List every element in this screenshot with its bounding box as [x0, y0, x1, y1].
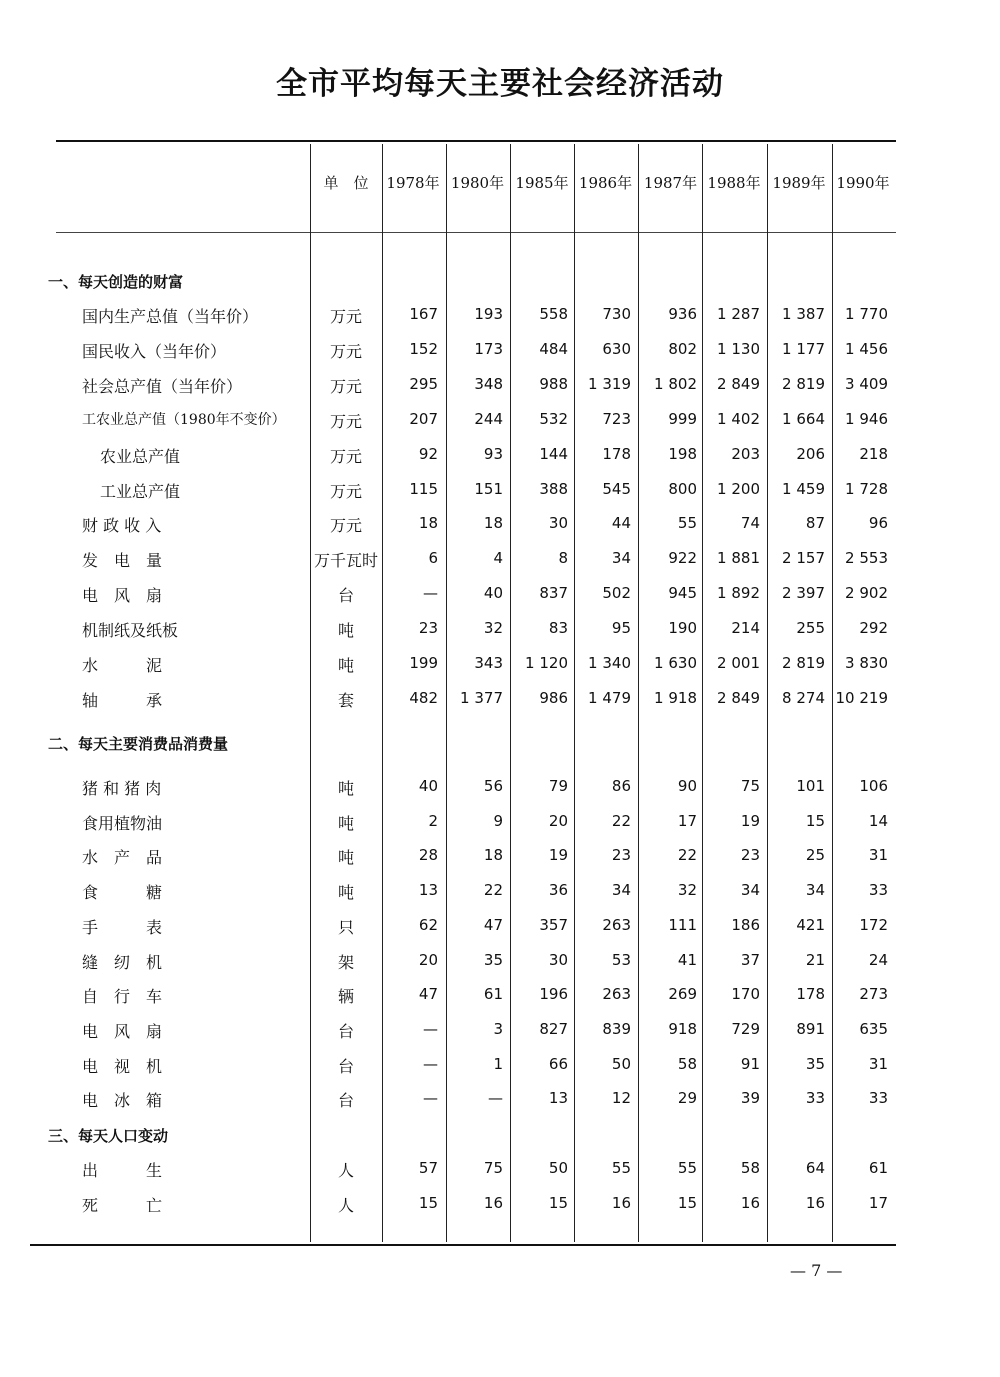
row-label: 水 泥	[82, 656, 163, 675]
table-cell: 730	[602, 305, 631, 323]
table-cell: 292	[859, 619, 888, 637]
table-cell: 1 459	[782, 480, 825, 498]
table-cell: 23	[611, 846, 631, 864]
table-cell: 92	[418, 445, 438, 463]
table-cell: 802	[668, 340, 697, 358]
table-cell: 545	[602, 480, 631, 498]
row-unit: 台	[337, 1091, 354, 1110]
table-cell: 62	[418, 916, 438, 934]
table-cell: 35	[805, 1055, 825, 1073]
row-label: 电 风 扇	[82, 1022, 163, 1041]
section-heading: 三、每天人口变动	[48, 1127, 169, 1145]
table-cell: 18	[418, 514, 438, 532]
table-cell: 198	[668, 445, 697, 463]
table-cell: 348	[474, 375, 503, 393]
row-label: 缝 纫 机	[82, 953, 163, 972]
table-cell: 199	[409, 654, 438, 672]
table-cell: 167	[409, 305, 438, 323]
table-cell: 34	[805, 881, 825, 899]
table-cell: 93	[483, 445, 503, 463]
table-cell: 2 553	[845, 549, 888, 567]
table-cell: 115	[409, 480, 438, 498]
table-cell: 1 387	[782, 305, 825, 323]
table-cell: 421	[796, 916, 825, 934]
table-cell: 635	[859, 1020, 888, 1038]
table-cell: 87	[805, 514, 825, 532]
table-cell: 1 892	[717, 584, 760, 602]
table-cell: 15	[418, 1194, 438, 1212]
table-cell: 83	[548, 619, 568, 637]
row-unit: 只	[337, 918, 354, 937]
table-cell: 16	[611, 1194, 631, 1212]
row-unit: 万元	[329, 412, 362, 431]
table-cell: 30	[548, 514, 568, 532]
table-cell: 37	[740, 951, 760, 969]
table-cell: 1 377	[460, 689, 503, 707]
header-year: 1988年	[707, 174, 761, 192]
table-cell: 2 397	[782, 584, 825, 602]
table-cell: 14	[868, 812, 888, 830]
table-cell: 2 819	[782, 375, 825, 393]
bottom-rule	[30, 1244, 896, 1246]
table-cell: 1 770	[845, 305, 888, 323]
table-cell: 295	[409, 375, 438, 393]
table-cell: 3 409	[845, 375, 888, 393]
table-cell: 532	[539, 410, 568, 428]
table-cell: 988	[539, 375, 568, 393]
table-cell: 839	[602, 1020, 631, 1038]
table-cell: —	[423, 584, 438, 602]
header-year: 1978年	[386, 174, 440, 192]
table-cell: 10 219	[835, 689, 888, 707]
table-cell: 79	[548, 777, 568, 795]
section-heading: 一、每天创造的财富	[48, 273, 184, 291]
table-cell: 17	[868, 1194, 888, 1212]
table-cell: 40	[483, 584, 503, 602]
table-cell: 206	[796, 445, 825, 463]
table-cell: 172	[859, 916, 888, 934]
table-cell: 34	[740, 881, 760, 899]
row-label: 死 亡	[82, 1196, 163, 1215]
table-cell: 24	[868, 951, 888, 969]
table-cell: 50	[611, 1055, 631, 1073]
table-cell: 3 830	[845, 654, 888, 672]
table-cell: 1 456	[845, 340, 888, 358]
table-cell: 2 819	[782, 654, 825, 672]
table-cell: 630	[602, 340, 631, 358]
row-label: 工业总产值	[100, 482, 181, 501]
table-cell: 170	[731, 985, 760, 1003]
table-cell: 33	[868, 881, 888, 899]
table-cell: —	[423, 1020, 438, 1038]
header-year: 1990年	[836, 174, 890, 192]
section-heading: 二、每天主要消费品消费量	[48, 735, 229, 753]
table-cell: 203	[731, 445, 760, 463]
table-cell: 999	[668, 410, 697, 428]
table-cell: 16	[805, 1194, 825, 1212]
table-cell: 75	[483, 1159, 503, 1177]
table-cell: 16	[740, 1194, 760, 1212]
table-cell: 357	[539, 916, 568, 934]
top-rule	[56, 140, 896, 142]
table-cell: 25	[805, 846, 825, 864]
table-cell: 558	[539, 305, 568, 323]
table-cell: 1 630	[654, 654, 697, 672]
row-unit: 吨	[337, 621, 354, 640]
row-label: 水 产 品	[82, 848, 163, 867]
header-year: 1989年	[772, 174, 826, 192]
table-cell: 95	[611, 619, 631, 637]
table-cell: 22	[611, 812, 631, 830]
row-unit: 架	[337, 953, 354, 972]
table-cell: 44	[611, 514, 631, 532]
table-cell: 19	[740, 812, 760, 830]
row-label: 机制纸及纸板	[82, 621, 179, 640]
table-cell: 41	[677, 951, 697, 969]
table-cell: 1 881	[717, 549, 760, 567]
table-cell: 18	[483, 846, 503, 864]
table-cell: 57	[418, 1159, 438, 1177]
table-cell: 55	[611, 1159, 631, 1177]
table-cell: 2 902	[845, 584, 888, 602]
header-year: 1986年	[578, 174, 633, 192]
table-cell: 86	[611, 777, 631, 795]
table-cell: 144	[539, 445, 568, 463]
row-label: 轴 承	[82, 691, 163, 710]
table-cell: 263	[602, 916, 631, 934]
table-cell: 34	[611, 881, 631, 899]
row-label: 手 表	[82, 918, 163, 937]
row-label: 国内生产总值（当年价）	[82, 307, 259, 326]
table-cell: 50	[548, 1159, 568, 1177]
row-unit: 万元	[329, 307, 362, 326]
table-cell: 918	[668, 1020, 697, 1038]
table-cell: 178	[602, 445, 631, 463]
table-cell: 3	[493, 1020, 503, 1038]
table-cell: 47	[483, 916, 503, 934]
table-cell: 19	[548, 846, 568, 864]
table-cell: 178	[796, 985, 825, 1003]
table-cell: 58	[740, 1159, 760, 1177]
table-cell: 23	[418, 619, 438, 637]
table-cell: 2	[428, 812, 438, 830]
table-cell: 1 319	[588, 375, 631, 393]
row-unit: 辆	[337, 987, 354, 1006]
table-cell: 6	[428, 549, 438, 567]
table-cell: 218	[859, 445, 888, 463]
table-cell: 66	[548, 1055, 568, 1073]
table-cell: —	[423, 1089, 438, 1107]
table-cell: 31	[868, 1055, 888, 1073]
row-unit: 吨	[337, 848, 354, 867]
row-label: 国民收入（当年价）	[82, 342, 227, 361]
table-cell: 1	[493, 1055, 503, 1073]
row-label: 财 政 收 入	[82, 516, 162, 535]
row-label: 工农业总产值（1980年不变价）	[82, 412, 286, 428]
table-cell: 244	[474, 410, 503, 428]
table-cell: 8 274	[782, 689, 825, 707]
row-unit: 台	[337, 586, 354, 605]
row-label: 出 生	[82, 1161, 163, 1180]
table-cell: 152	[409, 340, 438, 358]
table-cell: 388	[539, 480, 568, 498]
table-cell: 945	[668, 584, 697, 602]
table-cell: 207	[409, 410, 438, 428]
row-unit: 万千瓦时	[313, 551, 378, 570]
table-cell: 39	[740, 1089, 760, 1107]
row-label: 发 电 量	[82, 551, 163, 570]
table-cell: 15	[805, 812, 825, 830]
header-year: 1985年	[515, 174, 569, 192]
table-cell: 74	[740, 514, 760, 532]
table-cell: 58	[677, 1055, 697, 1073]
table-cell: 90	[677, 777, 697, 795]
table-cell: 15	[677, 1194, 697, 1212]
table-cell: 800	[668, 480, 697, 498]
table-cell: 23	[740, 846, 760, 864]
table-cell: 1 946	[845, 410, 888, 428]
row-label: 电 风 扇	[82, 586, 163, 605]
row-label: 食 糖	[82, 883, 163, 902]
table-cell: 922	[668, 549, 697, 567]
row-unit: 万元	[329, 482, 362, 501]
table-cell: 502	[602, 584, 631, 602]
row-label: 食用植物油	[82, 814, 163, 833]
row-unit: 台	[337, 1022, 354, 1041]
table-cell: 91	[740, 1055, 760, 1073]
table-cell: 484	[539, 340, 568, 358]
table-cell: 827	[539, 1020, 568, 1038]
table-cell: 33	[868, 1089, 888, 1107]
row-unit: 万元	[329, 516, 362, 535]
table-cell: 32	[483, 619, 503, 637]
table-cell: 20	[418, 951, 438, 969]
table-cell: 343	[474, 654, 503, 672]
table-cell: 20	[548, 812, 568, 830]
table-cell: 269	[668, 985, 697, 1003]
table-cell: 33	[805, 1089, 825, 1107]
table-cell: 190	[668, 619, 697, 637]
table-cell: 186	[731, 916, 760, 934]
table-cell: 64	[805, 1159, 825, 1177]
table-cell: 1 287	[717, 305, 760, 323]
row-unit: 套	[337, 691, 354, 710]
row-label: 自 行 车	[82, 987, 163, 1006]
page-title: 全市平均每天主要社会经济活动	[276, 66, 724, 102]
table-cell: 13	[418, 881, 438, 899]
table-cell: 1 918	[654, 689, 697, 707]
table-cell: 273	[859, 985, 888, 1003]
row-unit: 吨	[337, 779, 354, 798]
header-rule	[56, 232, 896, 233]
table-cell: 12	[611, 1089, 631, 1107]
row-unit: 万元	[329, 342, 362, 361]
table-cell: 1 177	[782, 340, 825, 358]
table-cell: 35	[483, 951, 503, 969]
table-cell: 255	[796, 619, 825, 637]
table-cell: 4	[493, 549, 503, 567]
row-label: 电 冰 箱	[82, 1091, 163, 1110]
table-cell: 22	[483, 881, 503, 899]
table-cell: 2 849	[717, 689, 760, 707]
table-cell: 173	[474, 340, 503, 358]
table-cell: 2 157	[782, 549, 825, 567]
table-cell: 101	[796, 777, 825, 795]
table-cell: 29	[677, 1089, 697, 1107]
table-cell: 28	[418, 846, 438, 864]
table-cell: 8	[558, 549, 568, 567]
table-cell: 2 849	[717, 375, 760, 393]
row-unit: 吨	[337, 814, 354, 833]
row-unit: 吨	[337, 656, 354, 675]
header-year: 1980年	[450, 174, 505, 192]
table-cell: 96	[868, 514, 888, 532]
row-unit: 人	[337, 1161, 354, 1180]
table-cell: 15	[548, 1194, 568, 1212]
table-cell: 263	[602, 985, 631, 1003]
table-cell: 17	[677, 812, 697, 830]
table-cell: 1 802	[654, 375, 697, 393]
page-number: — 7 —	[790, 1261, 843, 1280]
table-cell: 729	[731, 1020, 760, 1038]
table-cell: 53	[611, 951, 631, 969]
header-unit: 单 位	[323, 174, 369, 192]
table-cell: 723	[602, 410, 631, 428]
table-cell: 55	[677, 514, 697, 532]
table-cell: 61	[483, 985, 503, 1003]
table-cell: 55	[677, 1159, 697, 1177]
row-label: 农业总产值	[100, 447, 181, 466]
table-cell: 151	[474, 480, 503, 498]
table-cell: 106	[859, 777, 888, 795]
table-cell: 1 664	[782, 410, 825, 428]
row-unit: 台	[337, 1057, 354, 1076]
table-cell: 16	[483, 1194, 503, 1212]
table-cell: 30	[548, 951, 568, 969]
table-cell: 1 402	[717, 410, 760, 428]
table-cell: 75	[740, 777, 760, 795]
table-cell: 482	[409, 689, 438, 707]
table-cell: 32	[677, 881, 697, 899]
table-cell: 1 130	[717, 340, 760, 358]
table-cell: 34	[611, 549, 631, 567]
row-unit: 万元	[329, 377, 362, 396]
row-label: 社会总产值（当年价）	[82, 377, 243, 396]
table-cell: 1 200	[717, 480, 760, 498]
table-cell: 1 340	[588, 654, 631, 672]
table-cell: 56	[483, 777, 503, 795]
table-cell: 2 001	[717, 654, 760, 672]
table-cell: 193	[474, 305, 503, 323]
table-cell: 13	[548, 1089, 568, 1107]
table-cell: 196	[539, 985, 568, 1003]
table-cell: 9	[493, 812, 503, 830]
row-unit: 吨	[337, 883, 354, 902]
table-cell: 40	[418, 777, 438, 795]
row-unit: 万元	[329, 447, 362, 466]
table-cell: —	[488, 1089, 503, 1107]
table-cell: —	[423, 1055, 438, 1073]
header-year: 1987年	[643, 174, 698, 192]
table-cell: 1 728	[845, 480, 888, 498]
table-cell: 22	[677, 846, 697, 864]
table-cell: 214	[731, 619, 760, 637]
table-cell: 936	[668, 305, 697, 323]
table-cell: 36	[548, 881, 568, 899]
table-cell: 61	[868, 1159, 888, 1177]
table-cell: 986	[539, 689, 568, 707]
table-cell: 31	[868, 846, 888, 864]
row-label: 电 视 机	[82, 1057, 163, 1076]
table-cell: 1 120	[525, 654, 568, 672]
table-cell: 111	[668, 916, 697, 934]
table-cell: 18	[483, 514, 503, 532]
row-unit: 人	[337, 1196, 354, 1215]
table-cell: 1 479	[588, 689, 631, 707]
row-label: 猪 和 猪 肉	[82, 779, 162, 798]
table-cell: 837	[539, 584, 568, 602]
table-cell: 47	[418, 985, 438, 1003]
table-cell: 21	[805, 951, 825, 969]
table-cell: 891	[796, 1020, 825, 1038]
